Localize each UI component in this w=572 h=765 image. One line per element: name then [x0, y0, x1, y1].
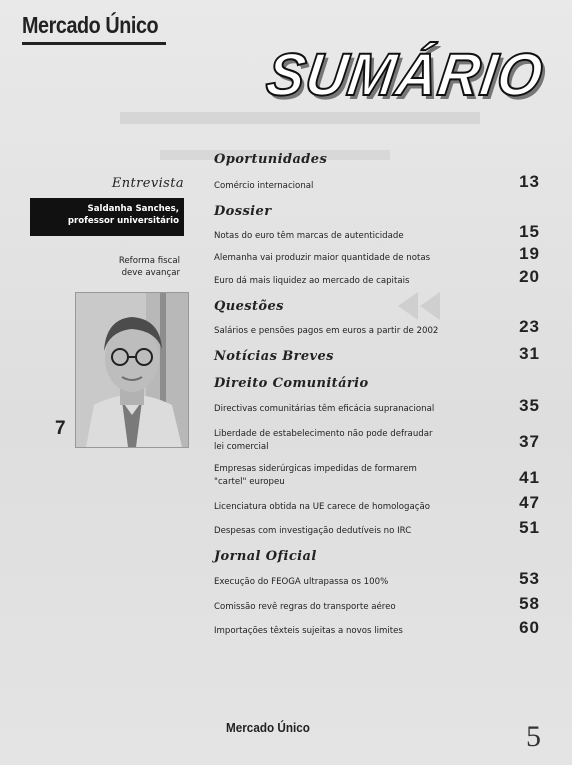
toc-item: Euro dá mais liquidez ao mercado de capitais — [214, 276, 410, 286]
toc-page-number: 19 — [519, 244, 540, 263]
toc-item-line: lei comercial — [214, 442, 269, 452]
header-brand-underline — [22, 42, 166, 45]
interview-headline-line: Reforma fiscal — [118, 256, 180, 266]
toc-page-number: 53 — [519, 569, 540, 588]
toc-item-line: "cartel" europeu — [214, 477, 285, 487]
interview-headline — [60, 255, 180, 279]
toc-page-number: 15 — [519, 222, 540, 241]
toc-page-number: 47 — [519, 493, 540, 512]
toc-item: Notas do euro têm marcas de autenticidade — [214, 231, 404, 241]
interview-role: professor universitário — [67, 216, 179, 226]
toc-page-number: 20 — [519, 267, 540, 286]
toc-page-number: 23 — [519, 317, 540, 336]
interview-portrait — [75, 292, 189, 448]
toc-page-number: 51 — [519, 518, 540, 537]
toc-page-number: 35 — [519, 396, 540, 415]
portrait-photo-icon — [76, 293, 188, 447]
toc-page-number: 13 — [519, 172, 540, 191]
show-through-arrows — [420, 292, 440, 320]
toc-item: Importações têxteis sujeitas a novos limites — [214, 626, 403, 636]
section-direito-comunitario: Direito Comunitário — [214, 376, 369, 391]
footer-page-number: 5 — [526, 720, 541, 753]
interview-name-box — [30, 198, 184, 236]
interview-page-number: 7 — [55, 418, 66, 439]
section-dossier: Dossier — [214, 204, 272, 219]
header-brand: Mercado Único — [22, 12, 159, 38]
show-through-arrows — [398, 292, 418, 320]
toc-item-two-line — [214, 428, 474, 454]
interview-name: Saldanha Sanches, — [87, 204, 179, 214]
section-questoes: Questões — [214, 299, 284, 314]
toc-page-number: 41 — [519, 468, 540, 487]
toc-item-line: Liberdade de estabelecimento não pode defraudar — [214, 429, 433, 439]
toc-item: Licenciatura obtida na UE carece de homologação — [214, 502, 430, 512]
toc-page-number: 58 — [519, 594, 540, 613]
page-title: SUMÁRIO — [262, 41, 548, 108]
section-jornal-oficial: Jornal Oficial — [214, 549, 317, 564]
interview-label: Entrevista — [111, 176, 184, 191]
interview-headline-line: deve avançar — [121, 268, 180, 278]
toc-page-number: 60 — [519, 618, 540, 637]
toc-item: Execução do FEOGA ultrapassa os 100% — [214, 577, 389, 587]
show-through-band — [120, 112, 480, 124]
footer-brand: Mercado Único — [226, 720, 310, 735]
toc-page-number: 37 — [519, 432, 540, 451]
toc-item-two-line — [214, 463, 474, 489]
toc-page-number: 31 — [519, 344, 540, 363]
toc-item: Comércio internacional — [214, 181, 314, 191]
toc-item: Salários e pensões pagos em euros a partir de 2002 — [214, 326, 439, 336]
section-noticias-breves: Notícias Breves — [214, 349, 334, 364]
section-oportunidades: Oportunidades — [214, 152, 328, 167]
toc-item-line: Empresas siderúrgicas impedidas de formarem — [214, 464, 417, 474]
toc-item: Alemanha vai produzir maior quantidade de notas — [214, 253, 431, 263]
toc-item: Directivas comunitárias têm eficácia supranacional — [214, 404, 435, 414]
toc-item: Despesas com investigação dedutíveis no IRC — [214, 526, 412, 536]
toc-item: Comissão revê regras do transporte aéreo — [214, 602, 396, 612]
